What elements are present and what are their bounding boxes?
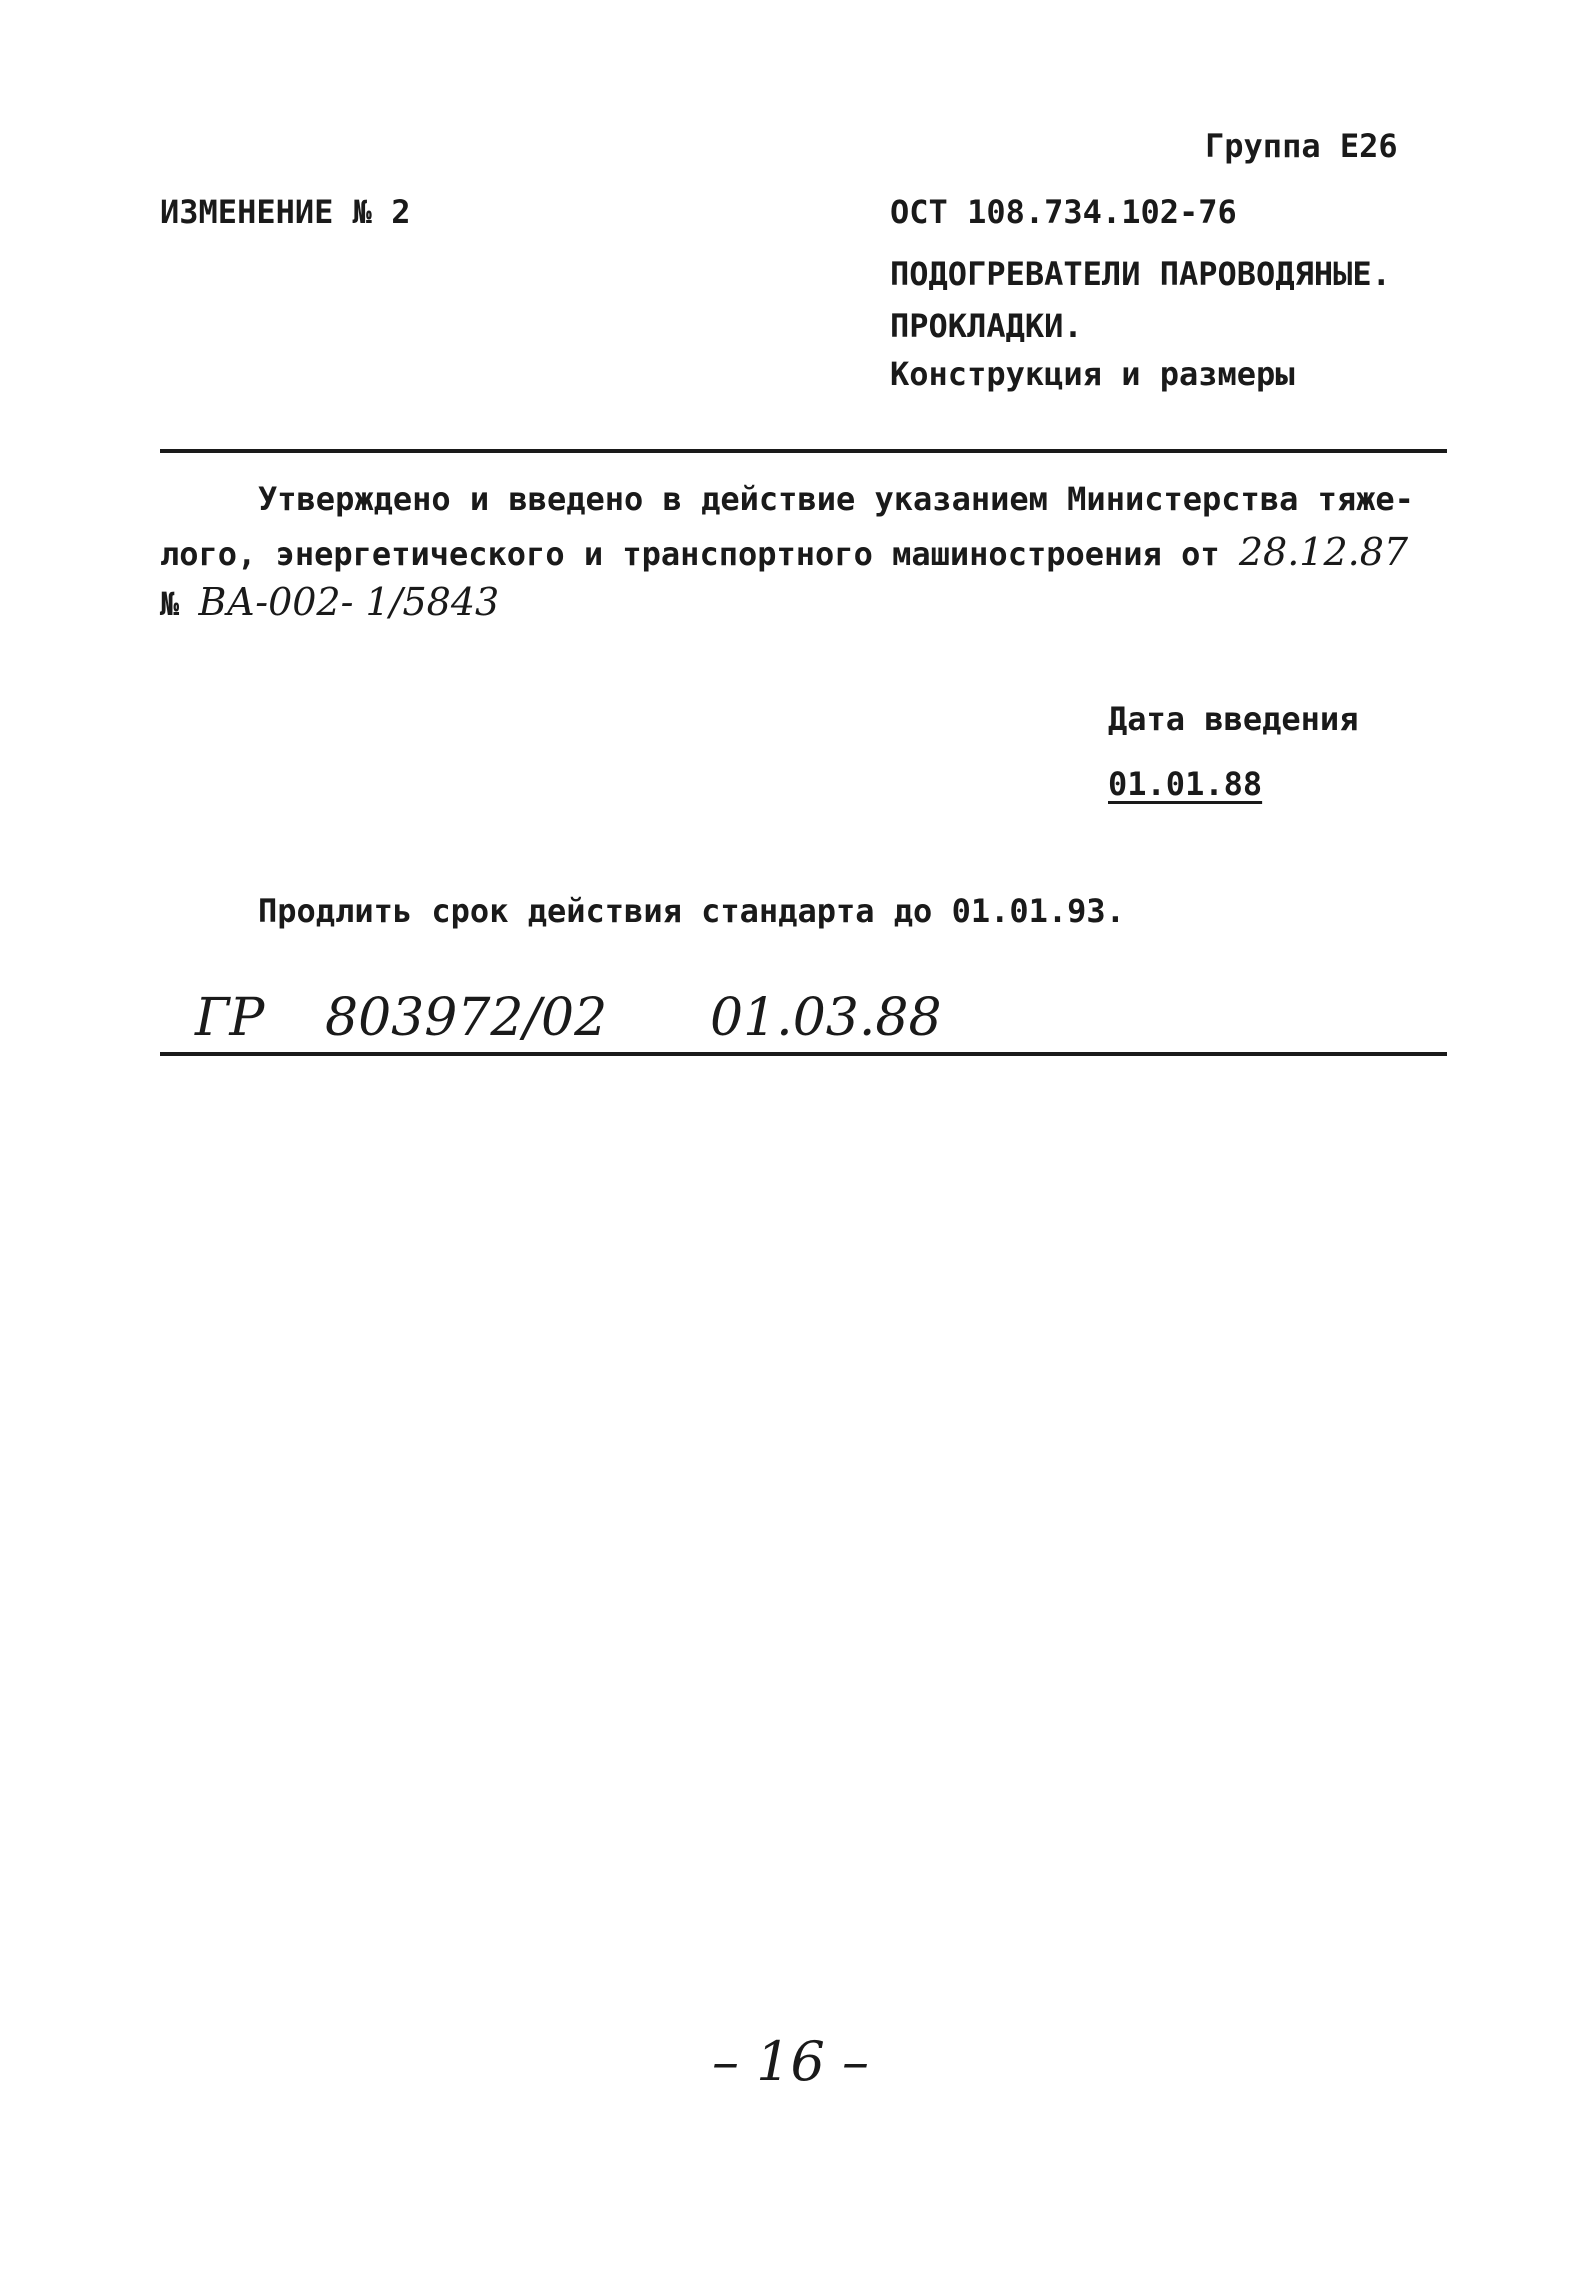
registration-prefix: ГР xyxy=(195,988,265,1048)
registration-number: 803972/02 xyxy=(325,988,608,1048)
approval-line-3 xyxy=(160,580,499,624)
effective-date-value: 01.01.88 xyxy=(1108,765,1263,803)
extension-note: Продлить срок действия стандарта до 01.01.93. xyxy=(258,892,1125,930)
header-divider xyxy=(160,449,1447,453)
approval-line-2 xyxy=(160,530,1408,574)
standard-code: ОСТ 108.734.102-76 xyxy=(890,193,1237,231)
approval-handwritten-number: ВА-002- 1/5843 xyxy=(198,580,500,624)
registration-underline xyxy=(160,1052,1447,1056)
registration-date: 01.03.88 xyxy=(710,988,942,1048)
standard-title-line-2: ПРОКЛАДКИ. xyxy=(890,307,1083,345)
standard-title-line-3: Конструкция и размеры xyxy=(890,355,1295,393)
page-number: – 16 – xyxy=(712,2030,870,2093)
approval-line-1: Утверждено и введено в действие указанием Министерства тяже- xyxy=(258,480,1414,518)
standard-title-line-1: ПОДОГРЕВАТЕЛИ ПАРОВОДЯНЫЕ. xyxy=(890,255,1391,293)
approval-line-2-text: лого, энергетического и транспортного машиностроения от xyxy=(160,535,1220,573)
approval-number-sign: № xyxy=(160,585,180,623)
group-label: Группа Е26 xyxy=(1205,127,1398,165)
approval-handwritten-date: 28.12.87 xyxy=(1238,530,1409,574)
change-number: ИЗМЕНЕНИЕ № 2 xyxy=(160,193,411,231)
effective-date-label: Дата введения xyxy=(1108,700,1359,738)
